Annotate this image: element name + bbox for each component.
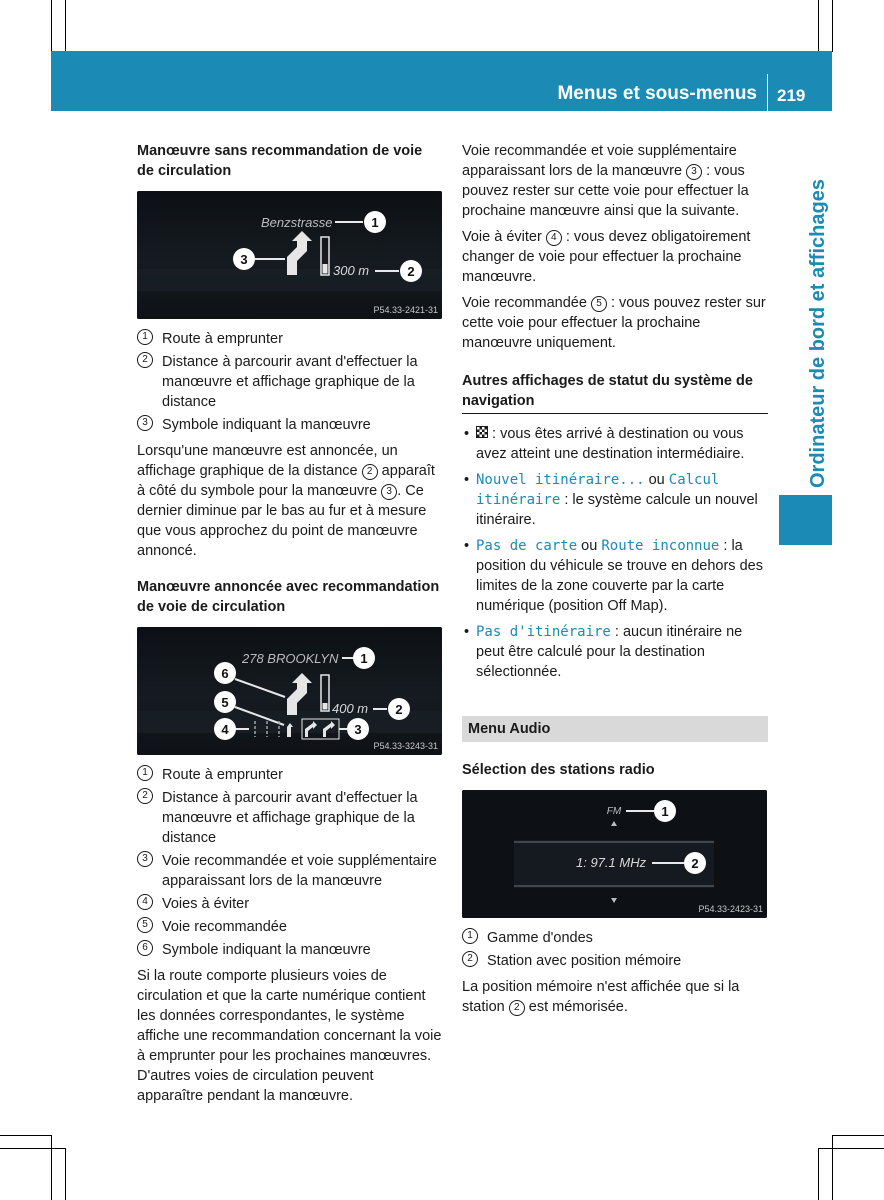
section-heading: Manœuvre sans recommandation de voie de circulation <box>137 143 423 179</box>
legend-item: 1 Route à emprunter <box>137 329 442 349</box>
crop-mark <box>51 0 52 52</box>
legend-item: 2 Station avec position mémoire <box>462 951 768 971</box>
list-item: • Pas de carte ou Route inconnue : la position du véhicule se trouve en dehors des limites de la zone couverte par la carte numérique (position Off Map). <box>462 536 768 616</box>
legend-list <box>137 765 442 960</box>
svg-text:1: 1 <box>661 804 669 819</box>
crop-mark <box>832 1135 833 1200</box>
crop-mark <box>65 1148 66 1200</box>
crop-mark <box>65 0 66 52</box>
svg-text:4: 4 <box>221 722 229 737</box>
svg-text:3: 3 <box>354 722 362 737</box>
legend-item: 4 Voies à éviter <box>137 894 442 914</box>
crop-mark <box>0 1148 66 1149</box>
svg-text:1: 1 <box>360 651 368 666</box>
legend-list <box>137 329 442 435</box>
figure-code: P54.33-2421-31 <box>373 305 438 315</box>
svg-text:6: 6 <box>221 666 229 681</box>
callout-1: 1 <box>371 215 379 230</box>
page-title: Menus et sous-menus <box>557 83 757 104</box>
status-list <box>462 424 768 682</box>
figure-code: P54.33-2423-31 <box>698 904 763 914</box>
crop-mark <box>832 1135 884 1136</box>
paragraph: Voie à éviter 4 : vous devez obligatoirement changer de voie pour effectuer la prochaine manœuvre. <box>462 229 751 285</box>
svg-text:2: 2 <box>691 856 699 871</box>
section-bar-menu-audio: Menu Audio <box>462 716 768 742</box>
section-heading: Autres affichages de statut du système de navigation <box>462 371 768 414</box>
callout-3: 3 <box>240 252 248 267</box>
header-divider <box>767 74 768 111</box>
paragraph: La position mémoire n'est affichée que si la station 2 est mémorisée. <box>462 979 740 1015</box>
figure-lane-recommendation <box>137 627 442 755</box>
callout-2: 2 <box>407 264 415 279</box>
paragraph: Lorsqu'une manœuvre est annoncée, un affichage graphique de la distance 2 apparaît à côté du symbole pour la manœuvre 3 . Ce dernier diminue par le bas au fur et à mesure que vous approchez du point de manœuvre annoncé. <box>137 443 435 559</box>
left-column <box>137 141 442 1112</box>
figure-radio-station <box>462 790 767 918</box>
legend-item: 1 Gamme d'ondes <box>462 928 768 948</box>
list-item: • Nouvel itinéraire... ou Calcul itinéraire : le système calcule un nouvel itinéraire. <box>462 470 768 530</box>
street-name: Benzstrasse <box>261 215 333 230</box>
street-name: 278 BROOKLYN <box>242 651 339 666</box>
station-readout: 1: 97.1 MHz <box>576 855 647 870</box>
legend-item: 1 Route à emprunter <box>137 765 442 785</box>
right-column <box>462 141 768 1023</box>
legend-list <box>462 928 768 971</box>
figure-maneuver <box>137 191 442 319</box>
section-heading: Manœuvre annoncée avec recommandation de voie de circulation <box>137 579 440 615</box>
paragraph: Voie recommandée 5 : vous pouvez rester sur cette voie pour effectuer la prochaine manœuvre uniquement. <box>462 295 766 351</box>
list-item: • Pas d'itinéraire : aucun itinéraire ne peut être calculé pour la destination sélectionnée. <box>462 622 768 682</box>
legend-item: 2 Distance à parcourir avant d'effectuer la manœuvre et affichage graphique de la distance <box>137 788 442 848</box>
paragraph: Voie recommandée et voie supplémentaire apparaissant lors de la manœuvre 3 : vous pouvez rester sur cette voie pour effectuer la prochaine manœuvre ainsi que la suivante. <box>462 143 749 219</box>
side-title: Ordinateur de bord et affichages <box>807 179 829 488</box>
band-label: FM <box>606 806 622 817</box>
crop-mark <box>818 1148 819 1200</box>
legend-item: 5 Voie recommandée <box>137 917 442 937</box>
legend-item: 3 Symbole indiquant la manœuvre <box>137 415 442 435</box>
legend-item: 3 Voie recommandée et voie supplémentaire apparaissant lors de la manœuvre <box>137 851 442 891</box>
paragraph: Si la route comporte plusieurs voies de circulation et que la carte numérique contient les données correspondantes, le système affiche une recommandation concernant la voie à emprunter pour les prochaines manœuvres. D'autres voies de circulation peuvent apparaître pendant la manœuvre. <box>137 968 442 1104</box>
crop-mark <box>818 1148 884 1149</box>
svg-text:400 m: 400 m <box>332 701 369 716</box>
list-item: • : vous êtes arrivé à destination ou vous avez atteint une destination intermédiaire. <box>462 424 768 464</box>
svg-text:5: 5 <box>221 695 229 710</box>
distance-readout: 300 m <box>333 263 370 278</box>
figure-code: P54.33-3243-31 <box>373 741 438 751</box>
svg-text:2: 2 <box>395 702 403 717</box>
crop-mark <box>832 0 833 52</box>
side-tab-marker <box>779 495 832 545</box>
crop-mark <box>0 1135 52 1136</box>
destination-flag-icon <box>476 426 488 438</box>
legend-item: 2 Distance à parcourir avant d'effectuer la manœuvre et affichage graphique de la distance <box>137 352 442 412</box>
legend-item: 6 Symbole indiquant la manœuvre <box>137 940 442 960</box>
crop-mark <box>818 0 819 52</box>
section-heading: Sélection des stations radio <box>462 762 655 778</box>
crop-mark <box>51 1135 52 1200</box>
page-number: 219 <box>777 86 806 105</box>
